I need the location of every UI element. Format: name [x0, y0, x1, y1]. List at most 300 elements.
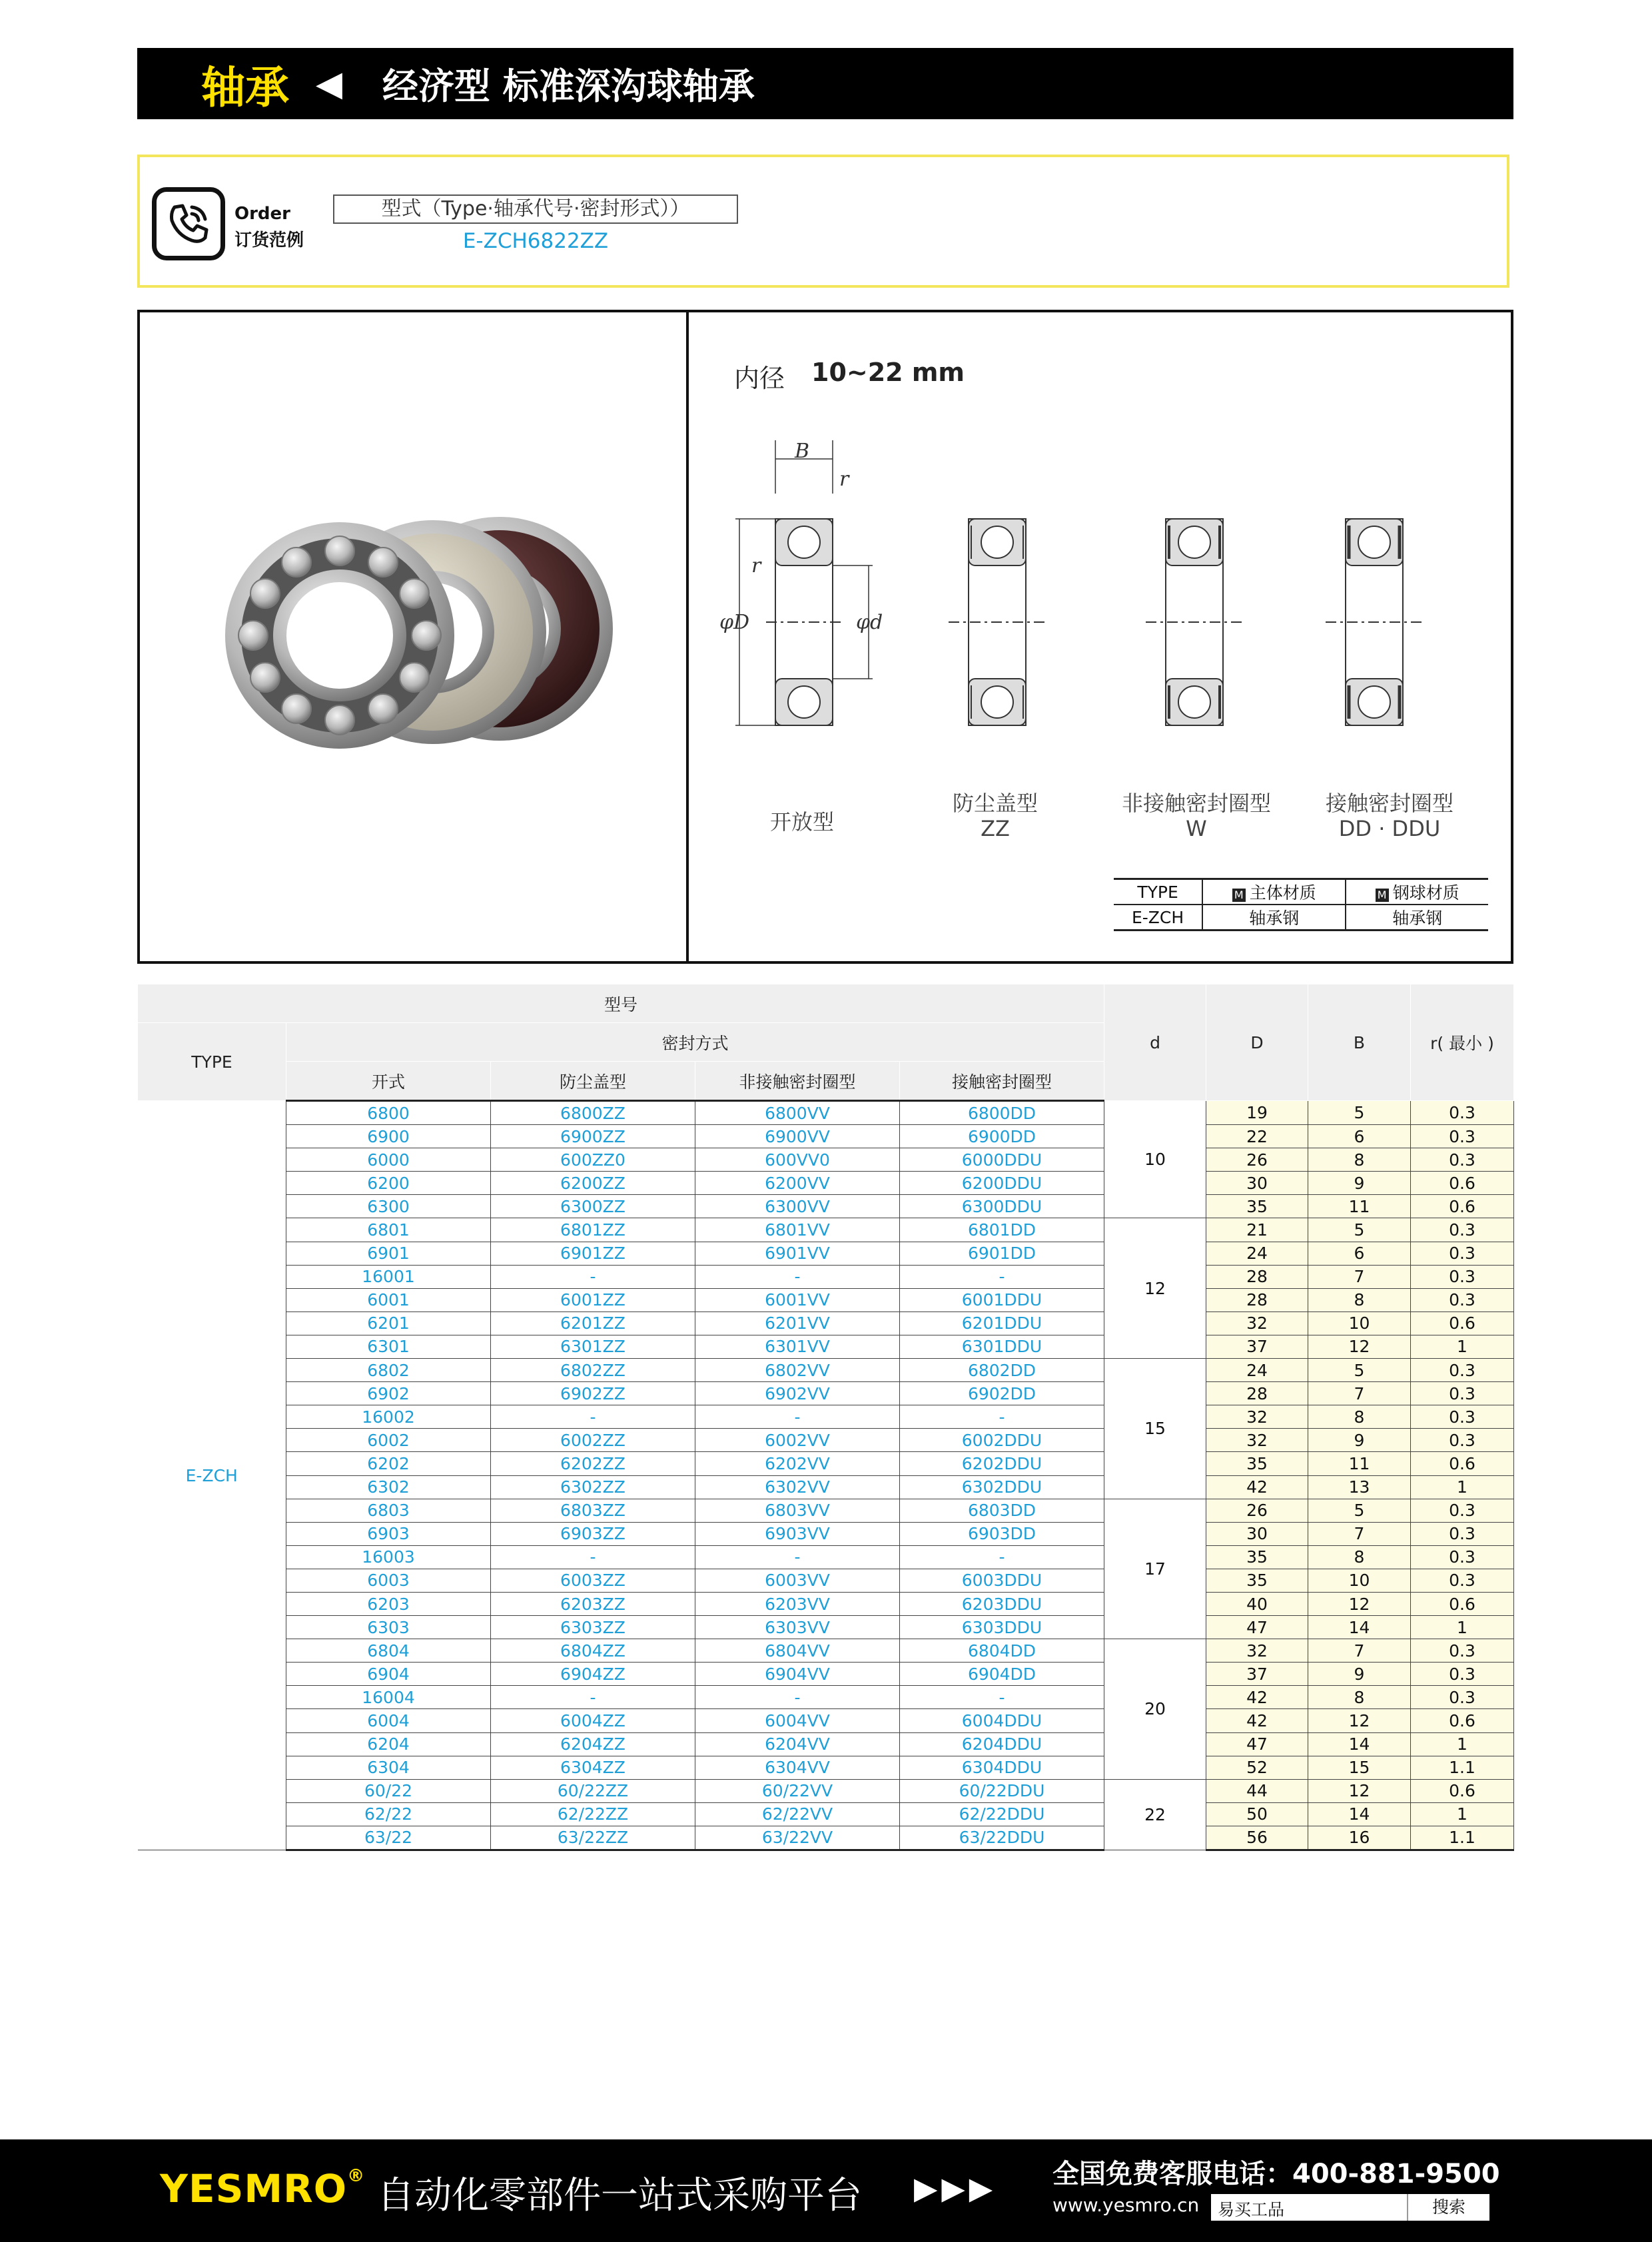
model-dd: 6901DD: [900, 1242, 1104, 1265]
material-header-type: TYPE: [1114, 879, 1202, 905]
model-open: 6903: [286, 1522, 491, 1545]
radius-r-cell: 0.6: [1411, 1195, 1514, 1218]
model-vv: 63/22VV: [695, 1826, 900, 1850]
bearing-photo: [180, 512, 659, 759]
model-zz: 600ZZ0: [491, 1148, 695, 1172]
model-vv: 6001VV: [695, 1288, 900, 1311]
model-dd: 60/22DDU: [900, 1779, 1104, 1802]
model-vv: 6903VV: [695, 1522, 900, 1545]
model-vv: 6304VV: [695, 1756, 900, 1779]
model-zz: 6202ZZ: [491, 1452, 695, 1475]
model-zz: -: [491, 1545, 695, 1569]
inner-diameter-label: 内径: [734, 364, 785, 393]
model-open: 62/22: [286, 1802, 491, 1826]
model-dd: 6301DDU: [900, 1335, 1104, 1358]
model-dd: 6003DDU: [900, 1569, 1104, 1592]
inner-diameter-range: 10~22 mm: [811, 358, 965, 387]
triple-arrow-icon: ▶▶▶: [914, 2170, 997, 2206]
radius-r-cell: 0.3: [1411, 1242, 1514, 1265]
order-example-code: E-ZCH6822ZZ: [462, 229, 609, 253]
width-B-cell: 7: [1308, 1265, 1411, 1288]
outer-D-cell: 44: [1206, 1779, 1308, 1802]
table-row: [138, 1429, 1514, 1452]
model-vv: 6204VV: [695, 1732, 900, 1756]
model-open: 6303: [286, 1616, 491, 1639]
order-label-cn: 订货范例: [234, 230, 304, 250]
model-zz: 63/22ZZ: [491, 1826, 695, 1850]
model-zz: 6201ZZ: [491, 1311, 695, 1335]
model-zz: -: [491, 1265, 695, 1288]
model-dd: 6801DD: [900, 1218, 1104, 1242]
brand-logo: YESMRO®: [160, 2166, 366, 2211]
model-vv: 6902VV: [695, 1382, 900, 1405]
table-row: [138, 1148, 1514, 1172]
radius-r-cell: 1: [1411, 1616, 1514, 1639]
model-zz: 6001ZZ: [491, 1288, 695, 1311]
header-vv: 非接触密封圈型: [695, 1062, 900, 1101]
header-r: r( 最小 ): [1411, 984, 1514, 1101]
bore-d-cell: 20: [1104, 1639, 1206, 1780]
table-row: [138, 1265, 1514, 1288]
header-B: B: [1308, 984, 1411, 1101]
model-zz: 6801ZZ: [491, 1218, 695, 1242]
model-open: 6904: [286, 1663, 491, 1686]
model-open: 6201: [286, 1311, 491, 1335]
model-open: 6802: [286, 1359, 491, 1382]
material-body-value: 轴承钢: [1202, 905, 1346, 931]
outer-D-cell: 26: [1206, 1148, 1308, 1172]
outer-D-cell: 35: [1206, 1195, 1308, 1218]
outer-D-cell: 22: [1206, 1125, 1308, 1148]
model-zz: 6900ZZ: [491, 1125, 695, 1148]
outer-D-cell: 40: [1206, 1592, 1308, 1615]
model-zz: 6204ZZ: [491, 1732, 695, 1756]
model-dd: 6902DD: [900, 1382, 1104, 1405]
model-open: 6203: [286, 1592, 491, 1615]
model-vv: 6301VV: [695, 1335, 900, 1358]
outer-D-cell: 24: [1206, 1242, 1308, 1265]
radius-r-cell: 0.3: [1411, 1405, 1514, 1429]
model-open: 16001: [286, 1265, 491, 1288]
search-button[interactable]: 搜索: [1407, 2194, 1489, 2221]
model-zz: 6303ZZ: [491, 1616, 695, 1639]
outer-D-cell: 56: [1206, 1826, 1308, 1850]
model-open: 6302: [286, 1475, 491, 1499]
width-B-cell: 16: [1308, 1826, 1411, 1850]
svg-text:φD: φD: [719, 611, 750, 634]
table-row: [138, 1663, 1514, 1686]
model-vv: 6004VV: [695, 1709, 900, 1732]
page-header: [137, 48, 1513, 119]
material-header-body: 主体材质: [1249, 883, 1316, 903]
model-zz: 6300ZZ: [491, 1195, 695, 1218]
model-open: 6202: [286, 1452, 491, 1475]
model-open: 6000: [286, 1148, 491, 1172]
model-open: 6801: [286, 1218, 491, 1242]
model-zz: 6302ZZ: [491, 1475, 695, 1499]
model-vv: 6300VV: [695, 1195, 900, 1218]
type-dd-code: DD · DDU: [1338, 816, 1441, 841]
radius-r-cell: 0.6: [1411, 1452, 1514, 1475]
header-arrow-icon: ◀: [316, 63, 342, 104]
radius-r-cell: 0.3: [1411, 1218, 1514, 1242]
model-dd: -: [900, 1545, 1104, 1569]
model-open: 16003: [286, 1545, 491, 1569]
table-row: [138, 1101, 1514, 1125]
model-dd: 6800DD: [900, 1101, 1104, 1125]
width-B-cell: 12: [1308, 1335, 1411, 1358]
outer-D-cell: 32: [1206, 1429, 1308, 1452]
model-vv: 6802VV: [695, 1359, 900, 1382]
model-zz: 6903ZZ: [491, 1522, 695, 1545]
table-row: [138, 1639, 1514, 1663]
table-row: [138, 1732, 1514, 1756]
radius-r-cell: 0.3: [1411, 1148, 1514, 1172]
model-zz: 6004ZZ: [491, 1709, 695, 1732]
model-vv: 6803VV: [695, 1499, 900, 1522]
radius-r-cell: 1: [1411, 1732, 1514, 1756]
radius-r-cell: 0.3: [1411, 1125, 1514, 1148]
width-B-cell: 11: [1308, 1452, 1411, 1475]
outer-D-cell: 28: [1206, 1382, 1308, 1405]
model-vv: -: [695, 1405, 900, 1429]
width-B-cell: 12: [1308, 1592, 1411, 1615]
model-open: 16002: [286, 1405, 491, 1429]
width-B-cell: 15: [1308, 1756, 1411, 1779]
width-B-cell: 13: [1308, 1475, 1411, 1499]
model-dd: 6200DDU: [900, 1172, 1104, 1195]
model-dd: 6002DDU: [900, 1429, 1104, 1452]
width-B-cell: 5: [1308, 1499, 1411, 1522]
table-row: [138, 1545, 1514, 1569]
width-B-cell: 7: [1308, 1522, 1411, 1545]
width-B-cell: 6: [1308, 1125, 1411, 1148]
radius-r-cell: 0.3: [1411, 1429, 1514, 1452]
radius-r-cell: 1.1: [1411, 1826, 1514, 1850]
table-row: [138, 1616, 1514, 1639]
model-zz: 6904ZZ: [491, 1663, 695, 1686]
type-zz-label: 防尘盖型: [952, 791, 1038, 816]
width-B-cell: 5: [1308, 1218, 1411, 1242]
model-open: 6901: [286, 1242, 491, 1265]
model-open: 6002: [286, 1429, 491, 1452]
model-vv: 600VV0: [695, 1148, 900, 1172]
radius-r-cell: 0.6: [1411, 1172, 1514, 1195]
outer-D-cell: 47: [1206, 1732, 1308, 1756]
radius-r-cell: 0.3: [1411, 1569, 1514, 1592]
bore-d-cell: 15: [1104, 1359, 1206, 1499]
radius-r-cell: 0.6: [1411, 1311, 1514, 1335]
outer-D-cell: 28: [1206, 1288, 1308, 1311]
model-vv: 6800VV: [695, 1101, 900, 1125]
width-B-cell: 8: [1308, 1545, 1411, 1569]
model-vv: 6200VV: [695, 1172, 900, 1195]
figure-divider: [686, 312, 689, 961]
model-zz: -: [491, 1405, 695, 1429]
model-zz: 6802ZZ: [491, 1359, 695, 1382]
type-w-label: 非接触密封圈型: [1121, 791, 1271, 816]
model-dd: 6803DD: [900, 1499, 1104, 1522]
radius-r-cell: 0.3: [1411, 1288, 1514, 1311]
header-type: TYPE: [138, 1023, 286, 1101]
model-zz: 6301ZZ: [491, 1335, 695, 1358]
bore-d-cell: 17: [1104, 1499, 1206, 1639]
width-B-cell: 7: [1308, 1639, 1411, 1663]
model-vv: 6202VV: [695, 1452, 900, 1475]
model-zz: 6804ZZ: [491, 1639, 695, 1663]
model-dd: 6004DDU: [900, 1709, 1104, 1732]
outer-D-cell: 30: [1206, 1172, 1308, 1195]
width-B-cell: 8: [1308, 1405, 1411, 1429]
radius-r-cell: 1: [1411, 1802, 1514, 1826]
material-table: [1114, 878, 1488, 931]
model-vv: -: [695, 1545, 900, 1569]
model-dd: 6302DDU: [900, 1475, 1104, 1499]
model-open: 6902: [286, 1382, 491, 1405]
header-seal: 密封方式: [286, 1023, 1104, 1062]
model-open: 6800: [286, 1101, 491, 1125]
model-vv: -: [695, 1265, 900, 1288]
table-row: [138, 1709, 1514, 1732]
radius-r-cell: 0.3: [1411, 1499, 1514, 1522]
model-vv: -: [695, 1686, 900, 1709]
width-B-cell: 6: [1308, 1242, 1411, 1265]
model-open: 6803: [286, 1499, 491, 1522]
svg-text:r: r: [751, 554, 761, 577]
order-example-box: [137, 155, 1509, 288]
table-row: [138, 1569, 1514, 1592]
outer-D-cell: 35: [1206, 1452, 1308, 1475]
outer-D-cell: 35: [1206, 1545, 1308, 1569]
outer-D-cell: 32: [1206, 1405, 1308, 1429]
table-row: [138, 1195, 1514, 1218]
material-ball-value: 轴承钢: [1346, 905, 1488, 931]
model-vv: 6904VV: [695, 1663, 900, 1686]
model-dd: 63/22DDU: [900, 1826, 1104, 1850]
outer-D-cell: 35: [1206, 1569, 1308, 1592]
outer-D-cell: 24: [1206, 1359, 1308, 1382]
type-open-label: 开放型: [769, 809, 834, 835]
model-vv: 6801VV: [695, 1218, 900, 1242]
table-row: [138, 1452, 1514, 1475]
model-open: 16004: [286, 1686, 491, 1709]
table-row: [138, 1802, 1514, 1826]
type-dd-label: 接触密封圈型: [1325, 791, 1453, 816]
material-m-icon: M: [1232, 889, 1246, 902]
table-row: [138, 1359, 1514, 1382]
model-zz: 6203ZZ: [491, 1592, 695, 1615]
table-row: [138, 1405, 1514, 1429]
model-open: 6804: [286, 1639, 491, 1663]
model-zz: 6902ZZ: [491, 1382, 695, 1405]
bore-d-cell: 10: [1104, 1101, 1206, 1218]
model-dd: -: [900, 1686, 1104, 1709]
radius-r-cell: 1: [1411, 1475, 1514, 1499]
model-zz: 6002ZZ: [491, 1429, 695, 1452]
page-footer: [0, 2139, 1652, 2242]
table-row: [138, 1499, 1514, 1522]
model-open: 6003: [286, 1569, 491, 1592]
model-vv: 6901VV: [695, 1242, 900, 1265]
model-dd: 6300DDU: [900, 1195, 1104, 1218]
type-cell: E-ZCH: [138, 1101, 286, 1850]
model-open: 6301: [286, 1335, 491, 1358]
model-vv: 6203VV: [695, 1592, 900, 1615]
model-dd: 6202DDU: [900, 1452, 1104, 1475]
model-vv: 6303VV: [695, 1616, 900, 1639]
model-open: 60/22: [286, 1779, 491, 1802]
model-vv: 6900VV: [695, 1125, 900, 1148]
radius-r-cell: 0.3: [1411, 1686, 1514, 1709]
svg-text:φd: φd: [856, 611, 883, 634]
model-dd: 6903DD: [900, 1522, 1104, 1545]
figure-box: [137, 310, 1513, 964]
table-row: [138, 1686, 1514, 1709]
model-dd: 6203DDU: [900, 1592, 1104, 1615]
type-zz-code: ZZ: [981, 816, 1010, 841]
table-row: [138, 1218, 1514, 1242]
material-header-ball: 钢球材质: [1392, 883, 1459, 903]
width-B-cell: 14: [1308, 1616, 1411, 1639]
table-row: [138, 1756, 1514, 1779]
model-dd: 6001DDU: [900, 1288, 1104, 1311]
material-m-icon: M: [1376, 889, 1389, 902]
radius-r-cell: 0.3: [1411, 1663, 1514, 1686]
outer-D-cell: 21: [1206, 1218, 1308, 1242]
svg-text:r: r: [839, 468, 849, 491]
model-open: 6900: [286, 1125, 491, 1148]
outer-D-cell: 32: [1206, 1311, 1308, 1335]
model-zz: 6800ZZ: [491, 1101, 695, 1125]
model-zz: 60/22ZZ: [491, 1779, 695, 1802]
radius-r-cell: 0.6: [1411, 1592, 1514, 1615]
table-row: [138, 1592, 1514, 1615]
header-category: 轴承: [201, 62, 289, 113]
width-B-cell: 12: [1308, 1779, 1411, 1802]
header-D: D: [1206, 984, 1308, 1101]
radius-r-cell: 0.6: [1411, 1709, 1514, 1732]
table-row: [138, 1779, 1514, 1802]
width-B-cell: 9: [1308, 1663, 1411, 1686]
width-B-cell: 5: [1308, 1101, 1411, 1125]
model-dd: 6904DD: [900, 1663, 1104, 1686]
phone-icon: [152, 187, 225, 260]
width-B-cell: 12: [1308, 1709, 1411, 1732]
outer-D-cell: 28: [1206, 1265, 1308, 1288]
model-vv: 6302VV: [695, 1475, 900, 1499]
model-vv: 6003VV: [695, 1569, 900, 1592]
width-B-cell: 5: [1308, 1359, 1411, 1382]
model-dd: 6204DDU: [900, 1732, 1104, 1756]
table-row: [138, 1475, 1514, 1499]
width-B-cell: 10: [1308, 1569, 1411, 1592]
model-vv: 60/22VV: [695, 1779, 900, 1802]
dim-B: B: [795, 440, 810, 463]
radius-r-cell: 1.1: [1411, 1756, 1514, 1779]
model-dd: 6201DDU: [900, 1311, 1104, 1335]
width-B-cell: 8: [1308, 1288, 1411, 1311]
header-model: 型号: [138, 984, 1104, 1023]
spec-table-body: [138, 1101, 1514, 1850]
width-B-cell: 8: [1308, 1686, 1411, 1709]
radius-r-cell: 0.3: [1411, 1639, 1514, 1663]
width-B-cell: 10: [1308, 1311, 1411, 1335]
model-dd: 6900DD: [900, 1125, 1104, 1148]
radius-r-cell: 0.3: [1411, 1522, 1514, 1545]
model-open: 6300: [286, 1195, 491, 1218]
header-d: d: [1104, 984, 1206, 1101]
outer-D-cell: 47: [1206, 1616, 1308, 1639]
model-dd: 6804DD: [900, 1639, 1104, 1663]
table-row: [138, 1826, 1514, 1850]
width-B-cell: 11: [1308, 1195, 1411, 1218]
page-title: 经济型 标准深沟球轴承: [382, 65, 755, 107]
model-zz: 6003ZZ: [491, 1569, 695, 1592]
radius-r-cell: 0.3: [1411, 1101, 1514, 1125]
bearing-cross-sections: [699, 432, 1512, 779]
model-zz: 6200ZZ: [491, 1172, 695, 1195]
width-B-cell: 14: [1308, 1732, 1411, 1756]
outer-D-cell: 42: [1206, 1475, 1308, 1499]
table-row: [138, 1242, 1514, 1265]
outer-D-cell: 30: [1206, 1522, 1308, 1545]
material-type-value: E-ZCH: [1114, 905, 1202, 931]
width-B-cell: 9: [1308, 1172, 1411, 1195]
header-zz: 防尘盖型: [491, 1062, 695, 1101]
outer-D-cell: 37: [1206, 1663, 1308, 1686]
search-box[interactable]: [1211, 2194, 1489, 2221]
footer-website[interactable]: www.yesmro.cn: [1052, 2194, 1200, 2216]
width-B-cell: 8: [1308, 1148, 1411, 1172]
table-row: [138, 1172, 1514, 1195]
model-dd: 6000DDU: [900, 1148, 1104, 1172]
model-dd: 6802DD: [900, 1359, 1104, 1382]
outer-D-cell: 32: [1206, 1639, 1308, 1663]
model-dd: 6304DDU: [900, 1756, 1104, 1779]
outer-D-cell: 42: [1206, 1709, 1308, 1732]
footer-hotline: 全国免费客服电话：400-881-9500: [1052, 2159, 1500, 2189]
table-row: [138, 1335, 1514, 1358]
width-B-cell: 7: [1308, 1382, 1411, 1405]
spec-table: [137, 984, 1514, 1851]
outer-D-cell: 42: [1206, 1686, 1308, 1709]
radius-r-cell: 0.6: [1411, 1779, 1514, 1802]
model-vv: 62/22VV: [695, 1802, 900, 1826]
radius-r-cell: 0.3: [1411, 1545, 1514, 1569]
radius-r-cell: 1: [1411, 1335, 1514, 1358]
model-open: 6304: [286, 1756, 491, 1779]
model-dd: 6303DDU: [900, 1616, 1104, 1639]
footer-slogan: 自动化零部件一站式采购平台: [377, 2174, 862, 2217]
search-input[interactable]: 易买工品: [1218, 2200, 1285, 2219]
table-row: [138, 1522, 1514, 1545]
outer-D-cell: 50: [1206, 1802, 1308, 1826]
model-zz: 62/22ZZ: [491, 1802, 695, 1826]
model-vv: 6804VV: [695, 1639, 900, 1663]
header-dd: 接触密封圈型: [900, 1062, 1104, 1101]
table-row: [138, 1288, 1514, 1311]
bore-d-cell: 22: [1104, 1779, 1206, 1850]
radius-r-cell: 0.3: [1411, 1382, 1514, 1405]
header-open: 开式: [286, 1062, 491, 1101]
model-open: 63/22: [286, 1826, 491, 1850]
model-zz: -: [491, 1686, 695, 1709]
table-row: [138, 1311, 1514, 1335]
bore-d-cell: 12: [1104, 1218, 1206, 1359]
model-zz: 6901ZZ: [491, 1242, 695, 1265]
model-open: 6001: [286, 1288, 491, 1311]
model-dd: -: [900, 1265, 1104, 1288]
